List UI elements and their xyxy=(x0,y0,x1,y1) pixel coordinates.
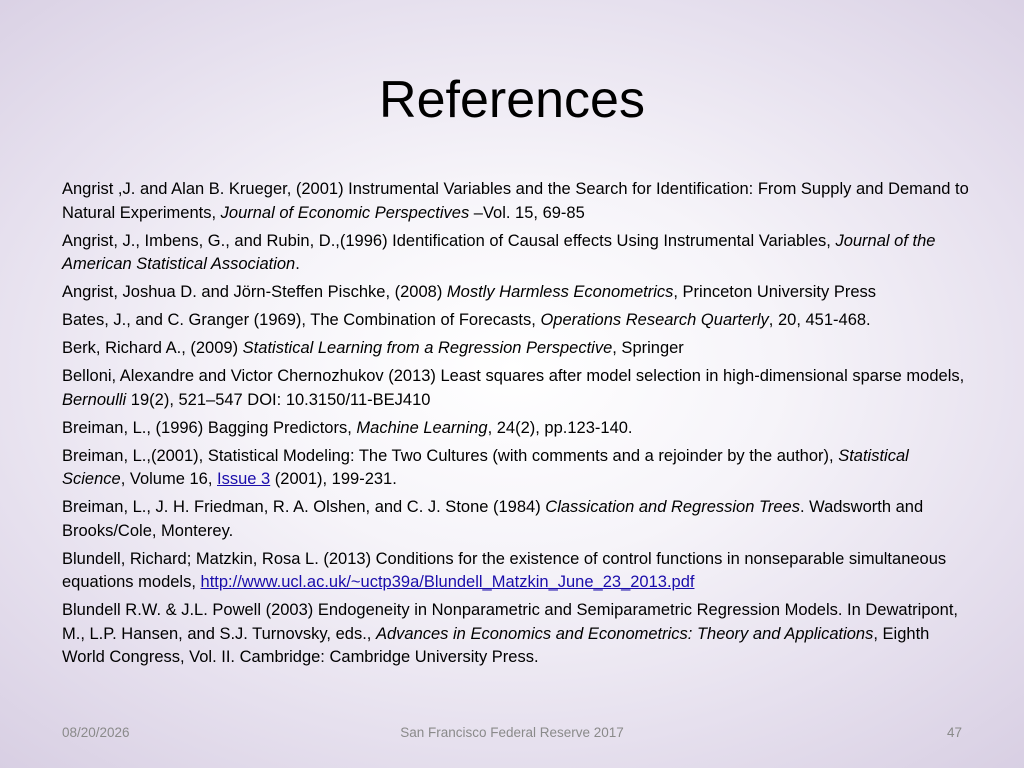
reference-source: Operations Research Quarterly xyxy=(540,311,769,329)
reference-tail: , 24(2), pp.123-140. xyxy=(487,418,633,437)
reference-text: Breiman, L.,(2001), Statistical Modeling: The Two Cultures (with comments and a rejoinder by the author), xyxy=(62,446,839,465)
reference-text: Angrist ,J. and Alan B. Krueger, (2001) Instrumental Variables and the Search for Identification: From Supply and Demand to Natural Experiments, xyxy=(62,180,969,222)
reference-source: Statistical Science xyxy=(62,446,909,488)
reference-item xyxy=(62,496,972,543)
reference-text: Breiman, L., J. H. Friedman, R. A. Olshen, and C. J. Stone (1984) xyxy=(62,498,546,516)
reference-text: Blundell, Richard; Matzkin, Rosa L. (2013) Conditions for the existence of control functions in nonseparable simultaneous equations models, xyxy=(62,549,947,591)
reference-item xyxy=(62,417,972,441)
reference-tail: 19(2), 521–547 DOI: 10.3150/11-BEJ410 xyxy=(126,390,431,409)
reference-item xyxy=(62,281,972,305)
reference-source: Journal of Economic Perspectives xyxy=(220,203,470,222)
reference-text: Breiman, L., (1996) Bagging Predictors, xyxy=(62,418,357,437)
reference-item xyxy=(62,599,972,670)
reference-source: Statistical Learning from a Regression Perspective xyxy=(242,339,613,357)
reference-tail: , Princeton University Press xyxy=(673,283,877,301)
reference-source: Classication and Regression Trees xyxy=(545,498,800,516)
reference-list xyxy=(62,178,972,674)
reference-source: Advances in Economics and Econometrics: Theory and Applications xyxy=(375,624,874,643)
reference-tail: , Volume 16, xyxy=(120,470,218,488)
reference-tail: –Vol. 15, 69-85 xyxy=(469,203,585,222)
reference-item xyxy=(62,365,972,412)
reference-source: Journal of the American Statistical Association xyxy=(62,231,936,273)
reference-source: Bernoulli xyxy=(62,390,127,409)
issue-link[interactable]: Issue 3 xyxy=(217,470,271,488)
reference-text: Blundell R.W. & J.L. Powell (2003) Endogeneity in Nonparametric and Semiparametric Regression Models. In Dewatripont, M., L.P. Hansen, and S.J. Turnovsky, eds., xyxy=(62,601,959,643)
reference-item xyxy=(62,230,972,277)
pdf-link[interactable]: http://www.ucl.ac.uk/~uctp39a/Blundell_Matzkin_June_23_2013.pdf xyxy=(200,573,695,591)
reference-text: Belloni, Alexandre and Victor Chernozhukov (2013) Least squares after model selection in high-dimensional sparse models, xyxy=(62,367,965,385)
reference-tail: . Wadsworth and Brooks/Cole, Monterey. xyxy=(62,498,924,540)
reference-tail: , 20, 451-468. xyxy=(768,311,871,329)
reference-text: Angrist, Joshua D. and Jörn-Steffen Pischke, (2008) xyxy=(62,283,447,301)
reference-item xyxy=(62,445,972,492)
reference-tail: , Springer xyxy=(612,339,684,357)
page-number: 47 xyxy=(946,725,962,740)
reference-text: Bates, J., and C. Granger (1969), The Combination of Forecasts, xyxy=(62,311,541,329)
footer-center-text: San Francisco Federal Reserve 2017 xyxy=(400,725,624,740)
slide-title: References xyxy=(379,71,645,129)
reference-source: Mostly Harmless Econometrics xyxy=(446,283,674,301)
reference-text: Berk, Richard A., (2009) xyxy=(62,339,243,357)
reference-item xyxy=(62,548,972,595)
reference-item xyxy=(62,178,972,225)
reference-source: Machine Learning xyxy=(356,418,488,437)
reference-tail: (2001), 199-231. xyxy=(270,470,397,488)
reference-text: Angrist, J., Imbens, G., and Rubin, D.,(1996) Identification of Causal effects Using Instrumental Variables, xyxy=(62,231,836,250)
footer-date: 08/20/2026 xyxy=(62,725,130,740)
reference-item xyxy=(62,309,972,333)
reference-item xyxy=(62,337,972,361)
reference-tail: . xyxy=(295,255,300,273)
reference-tail: , Eighth World Congress, Vol. II. Cambridge: Cambridge University Press. xyxy=(62,624,930,666)
